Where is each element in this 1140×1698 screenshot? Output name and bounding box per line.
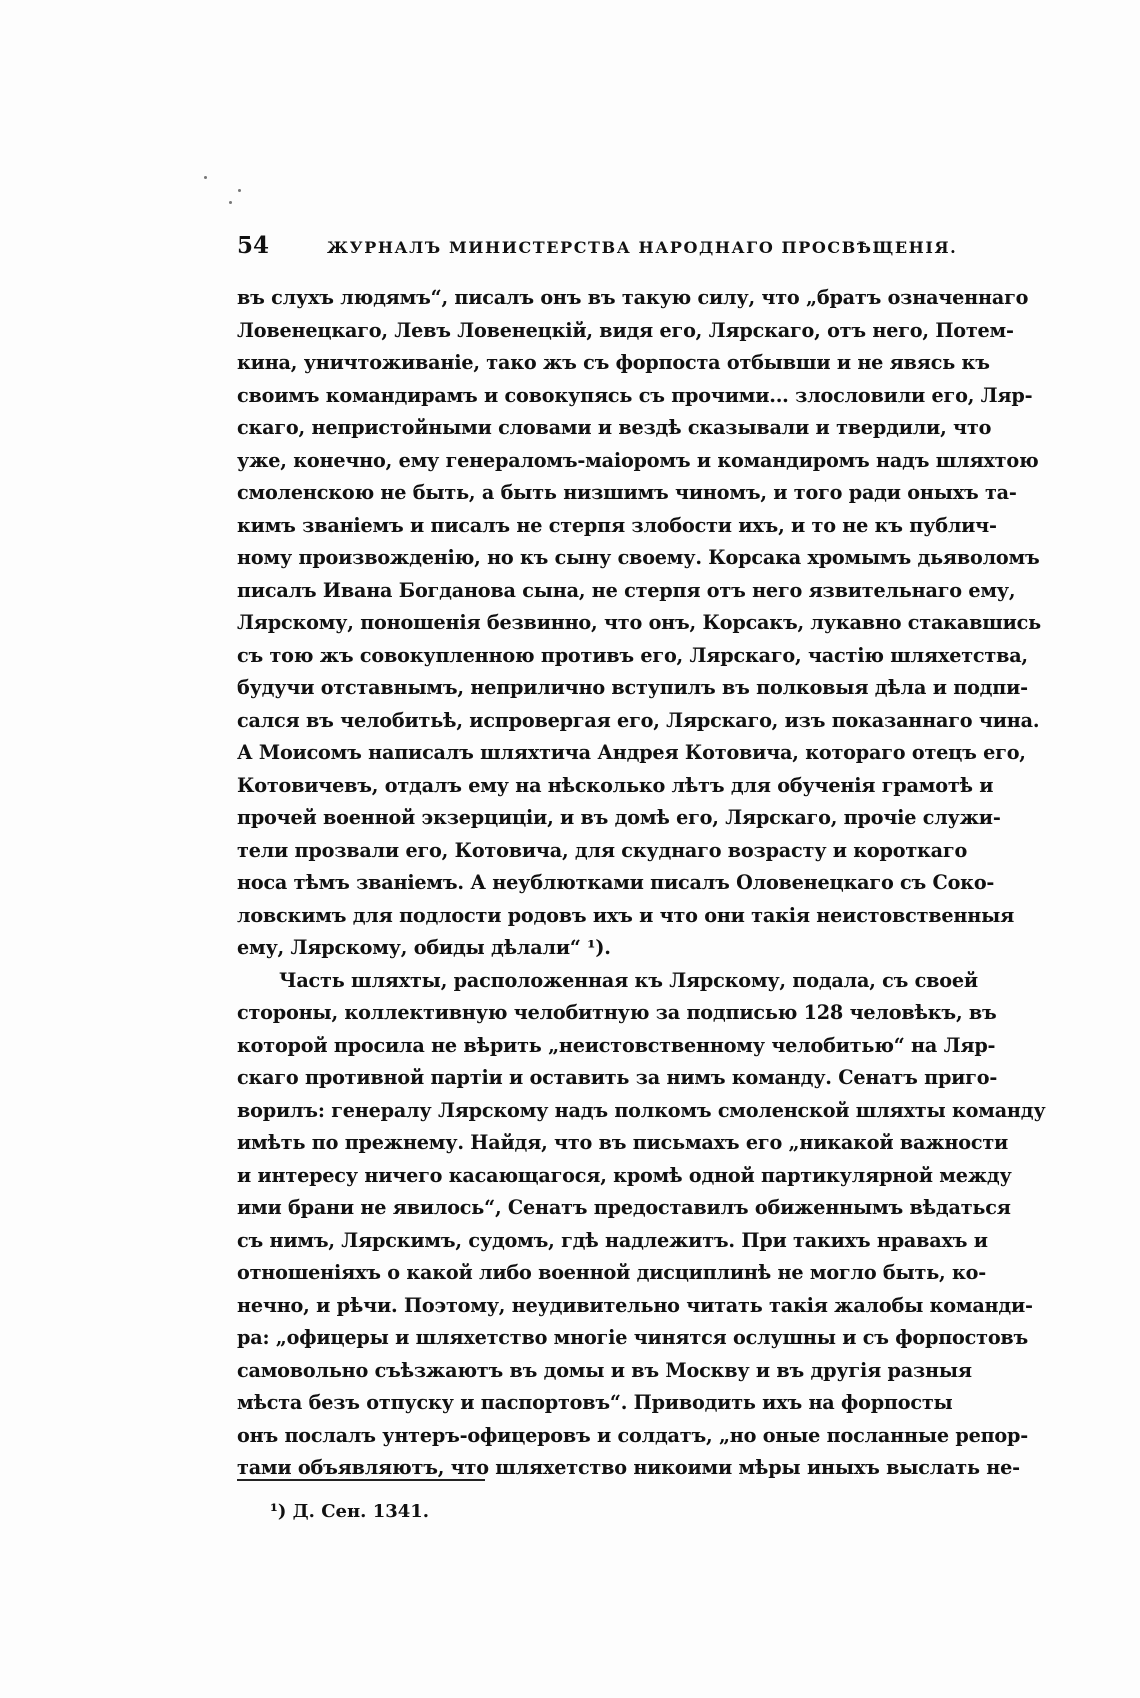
text-line: въ слухъ людямъ“, писалъ онъ въ такую силу, что „братъ означеннаго	[237, 286, 1029, 309]
footnote-rule	[237, 1479, 485, 1481]
text-line: А Моисомъ написалъ шляхтича Андрея Котовича, котораго отецъ его,	[237, 741, 1026, 764]
text-line: стороны, коллективную челобитную за подписью 128 человѣкъ, въ	[237, 1001, 997, 1024]
text-line: смоленскою не быть, а быть низшимъ чиномъ, и того ради оныхъ та-	[237, 481, 1017, 504]
text-line: которой просила не вѣрить „неистовственному челобитью“ на Ляр-	[237, 1033, 996, 1057]
text-line: Котовичевъ, отдалъ ему на нѣсколько лѣтъ для обученія грамотѣ и	[237, 773, 994, 797]
text-line: и интересу ничего касающагося, кромѣ одной партикулярной между	[237, 1163, 1012, 1187]
text-line: ему, Лярскому, обиды дѣлали“ ¹).	[237, 936, 611, 959]
text-line: нечно, и рѣчи. Поэтому, неудивительно читать такія жалобы команди-	[237, 1293, 1033, 1317]
text-line: носа тѣмъ званіемъ. А неублютками писалъ Оловенецкаго съ Соко-	[237, 871, 995, 894]
text-line: ра: „офицеры и шляхетство многіе чинятся ослушны и съ форпостовъ	[237, 1326, 1029, 1349]
text-line: съ тою жъ совокупленною противъ его, Лярскаго, частію шляхетства,	[237, 643, 1028, 667]
paper-speck	[204, 176, 207, 179]
text-line: отношеніяхъ о какой либо военной дисциплинѣ не могло быть, ко-	[237, 1261, 987, 1284]
page-header	[237, 232, 958, 266]
text-line: будучи отставнымъ, неприлично вступилъ въ полковыя дѣла и подпи-	[237, 676, 1028, 699]
text-line: ловскимъ для подлости родовъ ихъ и что они такія неистовственныя	[237, 903, 1015, 927]
text-line: скаго, непристойными словами и вездѣ сказывали и твердили, что	[237, 416, 992, 439]
text-line: имѣть по прежнему. Найдя, что въ письмахъ его „никакой важности	[237, 1131, 1009, 1154]
page-number: 54	[237, 232, 270, 259]
footnote: ¹) Д. Сен. 1341.	[270, 1501, 430, 1522]
text-line: писалъ Ивана Богданова сына, не стерпя отъ него язвительнаго ему,	[237, 578, 1016, 602]
text-line: прочей военной экзерциціи, и въ домѣ его, Лярскаго, прочіе служи-	[237, 806, 1001, 829]
body-text	[237, 282, 1046, 1485]
text-line: кимъ званіемъ и писалъ не стерпя злобости ихъ, и то не къ публич-	[237, 513, 997, 537]
text-line: ворилъ: генералу Лярскому надъ полкомъ смоленской шляхты команду	[237, 1098, 1046, 1122]
running-title: ЖУРНАЛЪ МИНИСТЕРСТВА НАРОДНАГО ПРОСВѢЩЕНІЯ.	[327, 238, 958, 257]
text-line: уже, конечно, ему генераломъ-маіоромъ и командиромъ надъ шляхтою	[237, 448, 1039, 472]
paper-speck	[238, 189, 241, 192]
text-line: ими брани не явилось“, Сенатъ предоставилъ обиженнымъ вѣдаться	[237, 1196, 1011, 1219]
text-line: ному произвожденію, но къ сыну своему. Корсака хромымъ дьяволомъ	[237, 546, 1040, 569]
text-line: сался въ челобитьѣ, испровергая его, Лярскаго, изъ показаннаго чина.	[237, 708, 1040, 732]
text-line: кина, уничтоживаніе, тако жъ съ форпоста отбывши и не явясь къ	[237, 351, 990, 374]
text-line: Лярскому, поношенія безвинно, что онъ, Корсакъ, лукавно стакавшись	[237, 611, 1041, 634]
text-line: своимъ командирамъ и совокупясь съ прочими... злословили его, Ляр-	[237, 383, 1033, 407]
text-line: онъ послалъ унтеръ-офицеровъ и солдатъ, „но оные посланные репор-	[237, 1423, 1029, 1447]
text-line: тели прозвали его, Котовича, для скуднаго возрасту и короткаго	[237, 838, 968, 862]
text-line: Часть шляхты, расположенная къ Лярскому, подала, съ своей	[279, 968, 978, 992]
text-line: тами объявляютъ, что шляхетство никоими мѣры иныхъ выслать не-	[237, 1456, 1020, 1479]
text-line: съ нимъ, Лярскимъ, судомъ, гдѣ надлежитъ. При такихъ нравахъ и	[237, 1228, 988, 1252]
paper-speck	[229, 201, 232, 204]
text-line: Ловенецкаго, Левъ Ловенецкій, видя его, Лярскаго, отъ него, Потем-	[237, 318, 1014, 342]
text-line: самовольно съѣзжаютъ въ домы и въ Москву и въ другія разныя	[237, 1358, 972, 1382]
text-line: мѣста безъ отпуску и паспортовъ“. Приводить ихъ на форпосты	[237, 1391, 953, 1414]
text-line: скаго противной партіи и оставить за нимъ команду. Сенатъ приго-	[237, 1066, 998, 1089]
